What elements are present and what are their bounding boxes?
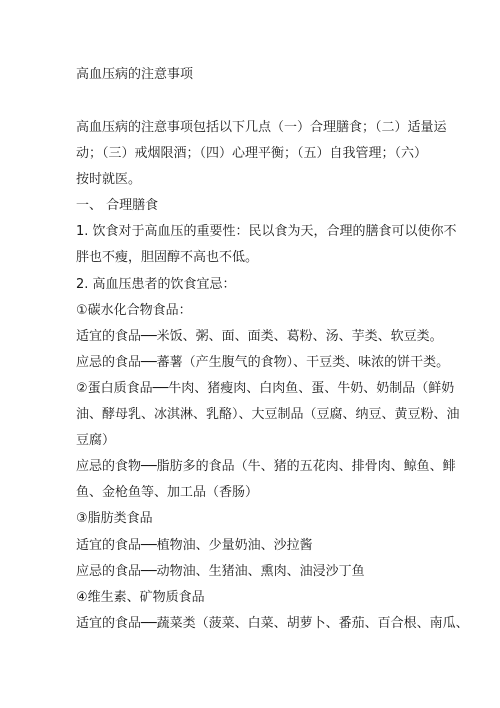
body-line: 高血压病的注意事项包括以下几点（一）合理膳食；（二）适量运: [76, 120, 447, 135]
body-line: 1. 饮食对于高血压的重要性：民以食为天，合理的膳食可以使你不: [76, 224, 457, 240]
section-heading: 一、 合理膳食: [76, 198, 159, 214]
body-line: ②蛋白质食品──牛肉、猪瘦肉、白肉鱼、蛋、牛奶、奶制品（鲜奶: [76, 380, 455, 396]
subsection-heading: ③脂肪类食品: [76, 511, 153, 527]
body-line: 动；（三）戒烟限酒；（四）心理平衡；（五）自我管理；（六）: [76, 146, 428, 162]
body-line: 鱼、金枪鱼等、加工品（香肠）: [76, 485, 259, 501]
body-line: 应忌的食物──脂肪多的食品（牛、猪的五花肉、排骨肉、鲸鱼、鲱: [76, 459, 456, 475]
body-line: 适宜的食品──米饭、粥、面、面类、葛粉、汤、芋类、软豆类。: [76, 328, 443, 344]
body-line: 豆腐）: [76, 433, 116, 449]
subsection-heading: ①碳水化合物食品：: [76, 302, 192, 318]
document-title: 高血压病的注意事项: [76, 67, 194, 82]
body-line: 胖也不瘦，胆固醇不高也不低。: [76, 250, 259, 266]
body-line: 2. 高血压患者的饮食宜忌：: [76, 276, 236, 292]
body-line: 油、酵母乳、冰淇淋、乳酪）、大豆制品（豆腐、纳豆、黄豆粉、油: [76, 407, 460, 423]
body-line: 适宜的食品──植物油、少量奶油、沙拉酱: [76, 537, 313, 553]
body-line: 适宜的食品──蔬菜类（菠菜、白菜、胡萝卜、番茄、百合根、南瓜、: [76, 615, 469, 631]
document-body: [76, 115, 469, 637]
body-line: 应忌的食品──动物油、生猪油、熏肉、油浸沙丁鱼: [76, 563, 365, 579]
body-line: 按时就医。: [76, 172, 142, 188]
subsection-heading: ④维生素、矿物质食品: [76, 589, 205, 605]
body-line: 应忌的食品──蕃薯（产生腹气的食物）、干豆类、味浓的饼干类。: [76, 354, 450, 370]
